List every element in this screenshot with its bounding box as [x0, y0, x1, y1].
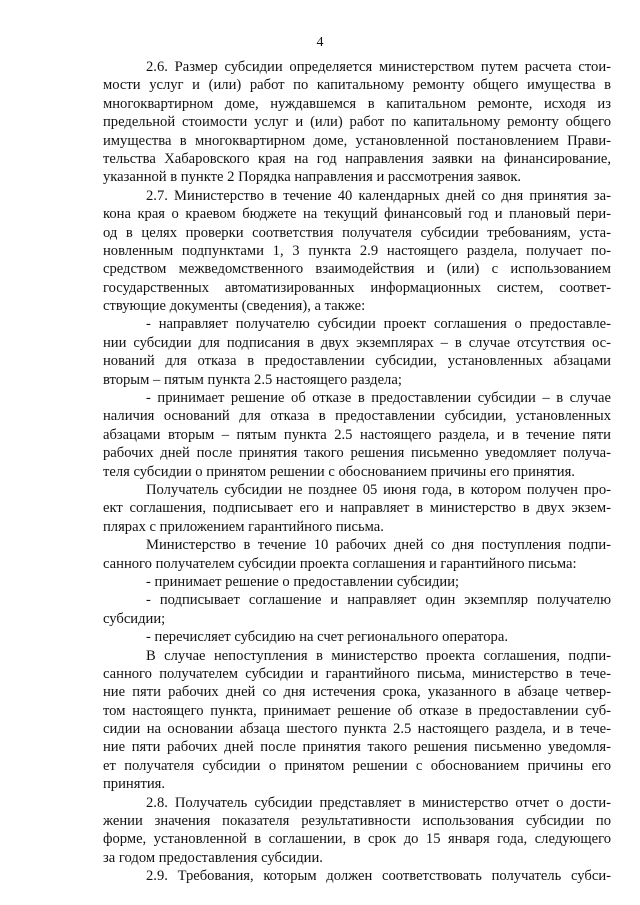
text-line: субсидии; [103, 610, 166, 627]
text-line: сидии на основании абзаца шестого пункта 2.5 настоящего раздела, и в тече- [103, 721, 611, 738]
text-line: том настоящего пункта, принимает решение об отказе в предоставлении суб- [103, 702, 611, 719]
text-line: теля субсидии о принятом решении с обоснованием причины его принятия. [103, 463, 575, 480]
text-line: предельной стоимости услуг и (или) работ по капитальному ремонту общего [103, 114, 611, 131]
text-line: В случае непоступления в министерство проекта соглашения, подпи- [146, 647, 611, 664]
text-line: Министерство в течение 10 рабочих дней со дня поступления подпи- [146, 537, 611, 554]
text-line: тельства Хабаровского края на год направления заявки на финансирование, [103, 150, 611, 167]
text-line: имущества в многоквартирном доме, установленной постановлением Прави- [103, 132, 611, 149]
text-line: - принимает решение о предоставлении субсидии; [146, 573, 460, 590]
text-line: санного получателем субсидии проекта соглашения и гарантийного письма: [103, 555, 577, 572]
text-line: форме, установленной в соглашении, в срок до 15 января года, следующего [103, 831, 611, 848]
text-line: наличия оснований для отказа в предоставлении субсидии, установленных [103, 408, 611, 425]
text-line: плярах с приложением гарантийного письма. [103, 518, 384, 535]
text-line: Получатель субсидии не позднее 05 июня года, в котором получен про- [146, 481, 611, 498]
text-line: абзацами вторым – пятым пункта 2.5 настоящего раздела, и в течение пяти [103, 426, 611, 443]
text-line: 2.7. Министерство в течение 40 календарных дней со дня принятия за- [146, 187, 611, 204]
text-line: вторым – пятым пункта 2.5 настоящего раздела; [103, 371, 402, 388]
document-body [103, 58, 611, 886]
page-number: 4 [316, 35, 324, 50]
text-line: кона края о краевом бюджете на текущий финансовый год и плановый пери- [103, 206, 611, 223]
text-line: 2.8. Получатель субсидии представляет в министерство отчет о дости- [146, 794, 611, 811]
text-line: нований для отказа в предоставлении субсидии, установленных абзацами [103, 353, 611, 370]
text-line: - направляет получателю субсидии проект соглашения о предоставле- [146, 316, 611, 333]
text-line: жении значения показателя результативности использования субсидии по [103, 813, 611, 830]
text-line: за годом предоставления субсидии. [103, 849, 323, 866]
text-line: средством межведомственного взаимодействия и (или) с использованием [103, 261, 611, 278]
text-line: - подписывает соглашение и направляет один экземпляр получателю [146, 592, 611, 609]
text-line: 2.6. Размер субсидии определяется министерством путем расчета стои- [146, 59, 611, 75]
text-line: нии субсидии для подписания в двух экземплярах – в случае отсутствия ос- [103, 334, 611, 351]
text-line: ние пяти рабочих дней после принятия такого решения письменно уведомля- [103, 739, 611, 756]
text-line: многоквартирном доме, нуждавшемся в капитальном ремонте, исходя из [103, 95, 611, 112]
text-line: указанной в пункте 2 Порядка направления и рассмотрения заявок. [103, 169, 522, 186]
text-line: государственных автоматизированных информационных систем, соответ- [103, 279, 611, 296]
text-line: ствующие документы (сведения), а также: [103, 298, 366, 315]
text-line: новленным подпунктами 1, 3 пункта 2.9 настоящего раздела, получает по- [103, 242, 611, 259]
text-line: мости услуг и (или) работ по капитальному ремонту общего имущества в [103, 77, 611, 94]
text-line: 2.9. Требования, которым должен соответствовать получатель субси- [146, 868, 611, 885]
text-line: ет получателя субсидии о принятом решении с обоснованием причины его [103, 757, 611, 774]
text-line: ект соглашения, подписывает его и направляет в министерство в двух экзем- [103, 500, 611, 517]
text-line: рабочих дней после принятия такого решения письменно уведомляет получа- [103, 445, 611, 462]
text-line: принятия. [103, 776, 165, 793]
text-line: санного получателем субсидии и гарантийного письма, министерство в тече- [103, 665, 611, 682]
text-line: - принимает решение об отказе в предоставлении субсидии – в случае [146, 390, 611, 407]
text-line: - перечисляет субсидию на счет регионального оператора. [146, 629, 508, 646]
text-line: од в целях проверки соответствия получателя субсидии требованиям, уста- [103, 224, 611, 241]
text-line: ние пяти рабочих дней со дня истечения срока, указанного в абзаце четвер- [103, 684, 611, 701]
